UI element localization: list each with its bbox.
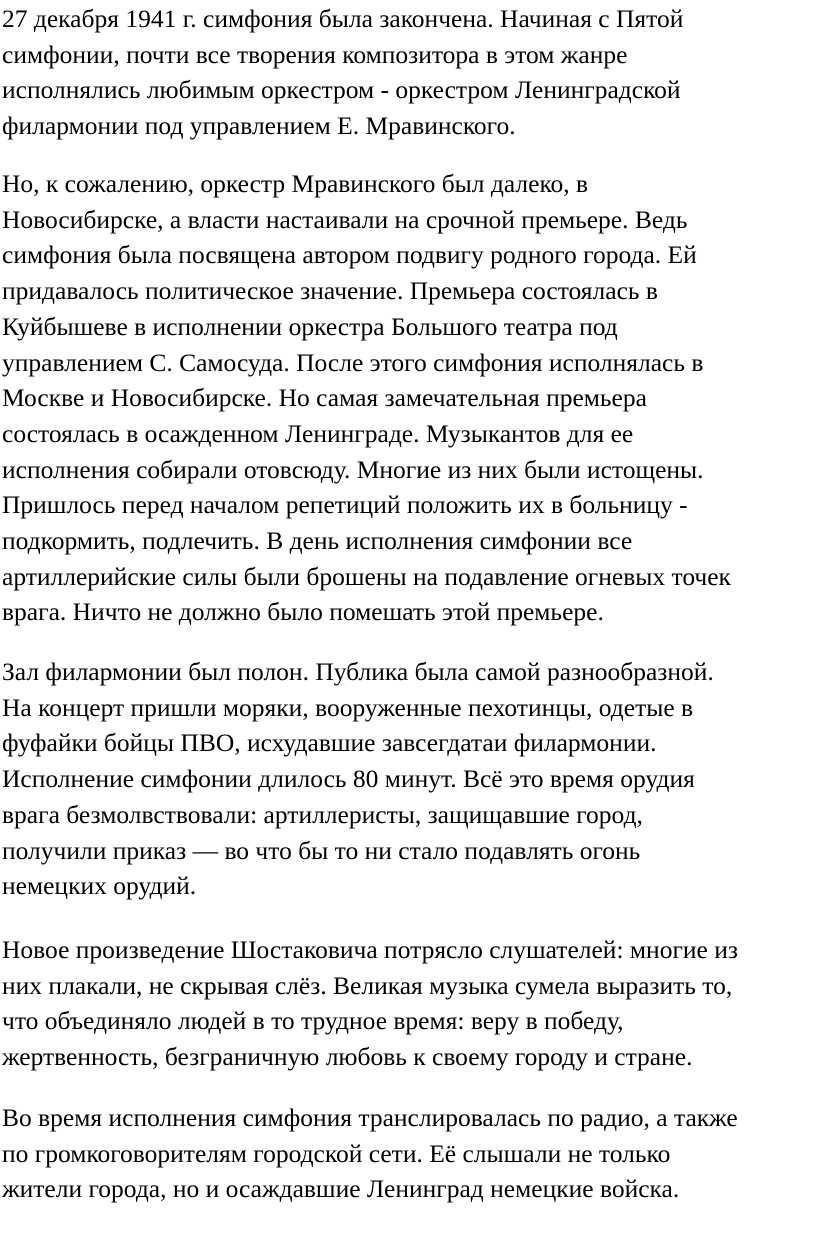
text-line: них плакали, не скрывая слёз. Великая музыка сумела выразить то, [2,970,733,1000]
text-line: 27 декабря 1941 г. симфония была закончена. Начиная с Пятой [2,4,684,33]
text-line: состоялась в осажденном Ленинграде. Музыкантов для ее [2,418,634,448]
text-line: На концерт пришли моряки, вооруженные пехотинцы, одетые в [2,692,694,722]
text-line: фуфайки бойцы ПВО, исхудавшие завсегдатаи филармонии. [2,728,657,758]
text-line: подкормить, подлечить. В день исполнения симфонии все [2,526,633,556]
text-line: Исполнение симфонии длилось 80 минут. Всё это время орудия [2,764,695,794]
text-line: Пришлось перед началом репетиций положить их в больницу - [2,490,688,520]
paragraph-2 [2,166,731,630]
paragraph-1 [2,1,683,144]
text-line: жители города, но и осаждавшие Ленинград немецкие войска. [2,1174,680,1204]
text-line: получили приказ — во что бы то ни стало подавлять огонь [2,835,641,865]
text-line: что объединяло людей в то трудное время: веру в победу, [2,1006,624,1036]
paragraph-3 [2,654,714,904]
text-line: филармонии под управлением Е. Мравинского. [2,111,516,141]
text-line: жертвенность, безграничную любовь к своему городу и стране. [2,1042,693,1072]
text-line: по громкоговорителям городской сети. Её слышали не только [2,1138,671,1168]
paragraph-5 [2,1100,738,1207]
text-line: симфония была посвящена автором подвигу родного города. Ей [2,240,697,270]
text-line: Но, к сожалению, оркестр Мравинского был далеко, в [2,169,589,198]
text-line: придавалось политическое значение. Премьера состоялась в [2,276,658,306]
text-line: управлением С. Самосуда. После этого симфония исполнялась в [2,347,704,377]
text-line: исполнялись любимым оркестром - оркестром Ленинградской [2,75,681,105]
text-line: Москве и Новосибирске. Но самая замечательная премьера [2,383,647,413]
text-line: Новое произведение Шостаковича потрясло слушателей: многие из [2,935,738,964]
text-line: Новосибирске, а власти настаивали на срочной премьере. Ведь [2,204,688,234]
text-line: исполнения собирали отовсюду. Многие из них были истощены. [2,454,704,484]
text-line: Зал филармонии был полон. Публика была самой разнообразной. [2,657,714,686]
text-line: врага. Ничто не должно было помешать этой премьере. [2,597,604,627]
text-line: врага безмолвствовали: артиллеристы, защищавшие город, [2,799,643,829]
text-line: симфонии, почти все творения композитора в этом жанре [2,39,628,69]
text-line: Куйбышеве в исполнении оркестра Большого театра под [2,311,618,341]
text-line: Во время исполнения симфония транслировалась по радио, а также [2,1103,738,1132]
text-line: немецких орудий. [2,871,197,901]
paragraph-4 [2,932,738,1075]
text-line: артиллерийские силы были брошены на подавление огневых точек [2,561,731,591]
